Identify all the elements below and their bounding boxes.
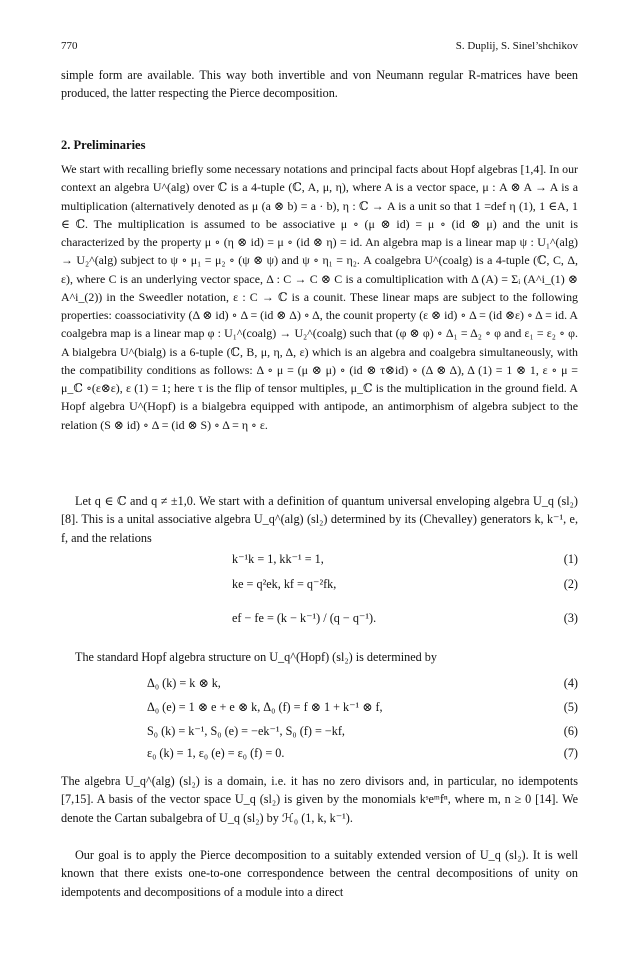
equation-body: ke = q²ek, kf = q⁻²fk,: [232, 577, 337, 591]
equation-number: (6): [563, 724, 578, 738]
preliminaries-paragraph: We start with recalling briefly some necessary notations and principal facts about Hopf algebras [1,4]. In our context an algebra U^(alg) over ℂ is a 4-tuple (ℂ, A, μ, η), where A is a vector space, μ : A ⊗ A → A is a multiplication (alternatively denoted as μ (a ⊗ b) = a · b), η : ℂ → A is a unit so that 1 =def η (1), 1 ∈A, 1 ∈ ℂ. The multiplication is assumed to be associative μ ∘ (μ ⊗ id) = μ ∘ (id ⊗ μ) and the unit is characterized by the property μ ∘ (η ⊗ id) = μ ∘ (id ⊗ η) = id. An algebra map is a linear map ψ : U₁^(alg) → U₂^(alg) subject to ψ ∘ μ₁ = μ₂ ∘ (ψ ⊗ ψ) and ψ ∘ η₁ = η₂. A coalgebra U^(coalg) is a 4-tuple (ℂ, C, Δ, ε), where C is an underlying vector space, Δ : C → C ⊗ C is a comultiplication with Δ (A) = Σᵢ (A^i_(1) ⊗ A^i_(2)) in the Sweedler notation, ε : C → ℂ is a counit. These linear maps are subject to the following properties: coassociativity (Δ ⊗ id) ∘ Δ = (id ⊗ Δ) ∘ Δ, the counit property (ε ⊗ id) ∘ Δ = (id ⊗ε) ∘ Δ = id. A coalgebra map is a linear map φ : U₁^(coalg) → U₂^(coalg) such that (φ ⊗ φ) ∘ Δ₁ = Δ₂ ∘ φ and ε₁ = ε₂ ∘ φ. A bialgebra U^(bialg) is a 6-tuple (ℂ, B, μ, η, Δ, ε) which is an algebra and coalgebra simultaneously, with the compatibility conditions as follows: Δ ∘ μ = (μ ⊗ μ) ∘ (id ⊗ τ⊗id) ∘ (Δ ⊗ Δ), Δ (1) = 1 ⊗ 1, ε ∘ μ = μ_ℂ ∘(ε⊗ε), ε (1) = 1; here τ is the flip of tensor multiples, μ_ℂ is the multiplication in the ground field. A Hopf algebra U^(Hopf) is a bialgebra equipped with antipode, an antimorphism of algebra subject to the relation (S ⊗ id) ∘ Δ = (id ⊗ S) ∘ Δ = η ∘ ε.: [61, 162, 578, 432]
equation-3: [0, 608, 578, 628]
equation-body: ε₀ (k) = 1, ε₀ (e) = ε₀ (f) = 0.: [147, 746, 285, 760]
equation-2: [0, 574, 578, 594]
running-head: S. Duplij, S. Sinel’shchikov: [455, 40, 578, 52]
section-title: 2. Preliminaries: [61, 138, 146, 152]
equation-body: S₀ (k) = k⁻¹, S₀ (e) = −ek⁻¹, S₀ (f) = −kf,: [147, 724, 345, 738]
equation-number: (7): [563, 746, 578, 760]
equation-body: ef − fe = (k − k⁻¹) / (q − q⁻¹).: [232, 611, 377, 625]
page-header: [61, 40, 578, 52]
intro-paragraph: simple form are available. This way both invertible and von Neumann regular R-matrices have been produced, the latter respecting the Pierce decomposition.: [61, 68, 578, 101]
equation-body: Δ₀ (e) = 1 ⊗ e + e ⊗ k, Δ₀ (f) = f ⊗ 1 + k⁻¹ ⊗ f,: [147, 700, 383, 714]
equation-number: (1): [563, 552, 578, 566]
equation-6: [0, 721, 578, 741]
equation-number: (3): [563, 611, 578, 625]
equation-5: [0, 697, 578, 717]
equation-body: Δ₀ (k) = k ⊗ k,: [147, 676, 221, 690]
equation-body: k⁻¹k = 1, kk⁻¹ = 1,: [232, 552, 324, 566]
page-number: 770: [61, 40, 78, 52]
domain-paragraph: The algebra U_q^(alg) (sl₂) is a domain, i.e. it has no zero divisors and, in particular, no idempotents [7,15]. A basis of the vector space U_q (sl₂) is given by the monomials kˢeᵐfⁿ, where m, n ≥ 0 [14]. We denote the Cartan subalgebra of U_q (sl₂) by ℋ₀ (1, k, k⁻¹).: [61, 774, 578, 825]
goal-paragraph: Our goal is to apply the Pierce decomposition to a suitably extended version of U_q (sl₂). It is well known that there exists one-to-one correspondence between the central decompositions of unity on idempotents and decompositions of a module into a direct: [61, 848, 578, 899]
equation-7: [0, 743, 578, 763]
hopf-structure-sentence: The standard Hopf algebra structure on U_q^(Hopf) (sl₂) is determined by: [75, 650, 437, 664]
equation-number: (2): [563, 577, 578, 591]
equation-1: [0, 549, 578, 569]
equation-4: [0, 673, 578, 693]
uq-definition-paragraph: Let q ∈ ℂ and q ≠ ±1,0. We start with a definition of quantum universal enveloping algebra U_q (sl₂) [8]. This is a unital associative algebra U_q^(alg) (sl₂) determined by its (Chevalley) generators k, k⁻¹, e, f, and the relations: [61, 494, 578, 545]
equation-number: (5): [563, 700, 578, 714]
equation-number: (4): [563, 676, 578, 690]
